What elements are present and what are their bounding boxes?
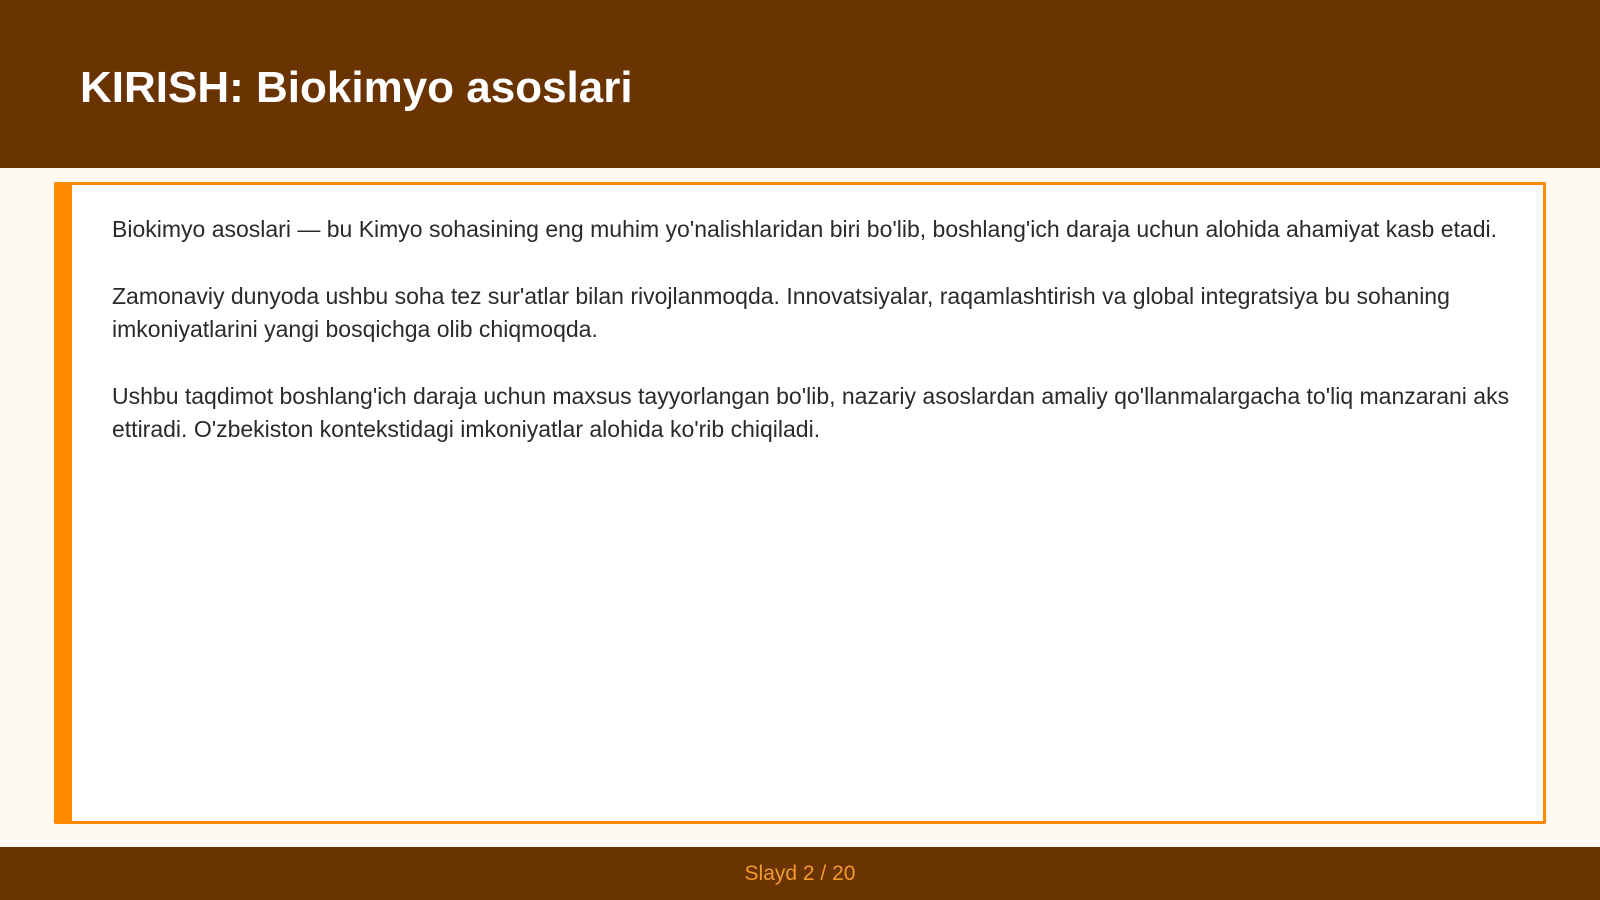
slide-header — [0, 0, 1600, 168]
slide-footer — [0, 847, 1600, 900]
paragraph-presentation-scope: Ushbu taqdimot boshlang'ich daraja uchun maxsus tayyorlangan bo'lib, nazariy asoslardan amaliy qo'llanmalargacha to'liq manzarani aks ettiradi. O'zbekiston kontekstidagi imkoniyatlar alohida ko'rib chiqiladi. — [112, 382, 1510, 442]
slide-counter: Slayd 2 / 20 — [744, 862, 856, 885]
paragraph-modern-world: Zamonaviy dunyoda ushbu soha tez sur'atlar bilan rivojlanmoqda. Innovatsiyalar, raqamlashtirish va global integratsiya bu sohaning imkoniyatlarini yangi bosqichga olib chiqmoqda. — [112, 282, 1450, 342]
content-paragraphs — [112, 213, 1512, 480]
paragraph-intro: Biokimyo asoslari — bu Kimyo sohasining eng muhim yo'nalishlaridan biri bo'lib, boshlang'ich daraja uchun alohida ahamiyat kasb etadi. — [112, 216, 1497, 242]
slide-title: KIRISH: Biokimyo asoslari — [80, 63, 633, 112]
content-box — [54, 182, 1546, 824]
